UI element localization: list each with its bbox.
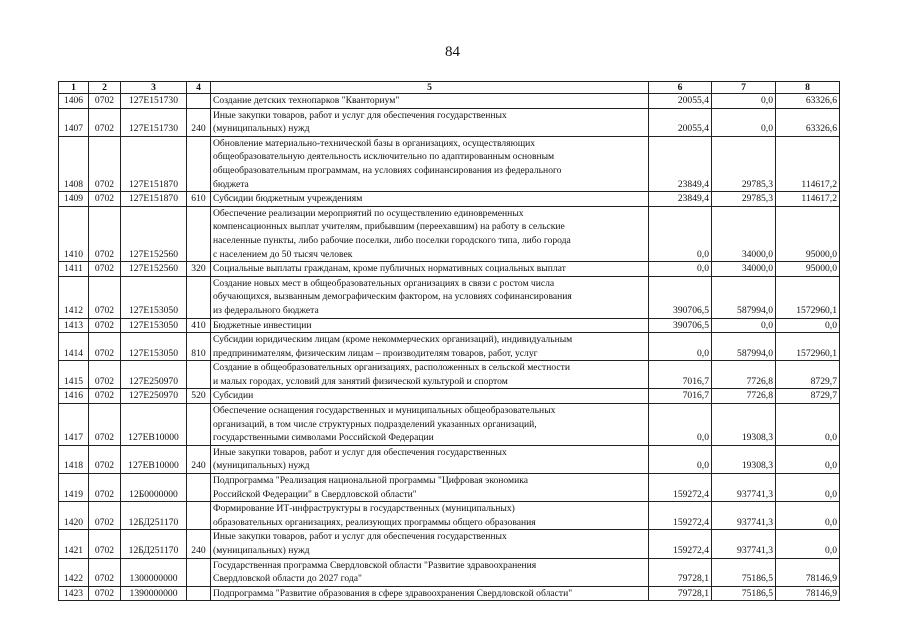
column-header-3: 3 bbox=[121, 82, 187, 94]
amount-col8: 0,0 bbox=[776, 445, 840, 473]
amount-col7: 75186,5 bbox=[712, 558, 776, 586]
column-header-7: 7 bbox=[712, 82, 776, 94]
page-number: 84 bbox=[445, 44, 460, 60]
amount-col8: 1572960,1 bbox=[776, 333, 840, 361]
expense-type: 320 bbox=[187, 262, 211, 277]
target-code: 127E151730 bbox=[121, 94, 187, 109]
row-number: 1410 bbox=[59, 206, 89, 261]
row-number: 1412 bbox=[59, 276, 89, 318]
table-row bbox=[59, 94, 840, 109]
expense-type bbox=[187, 404, 211, 446]
column-header-1: 1 bbox=[59, 82, 89, 94]
target-code: 127E250970 bbox=[121, 361, 187, 389]
section-code: 0702 bbox=[89, 333, 121, 361]
item-name: Государственная программа Свердловской области "Развитие здравоохранения Свердловской области до 2027 года" bbox=[211, 558, 649, 586]
table-row bbox=[59, 333, 840, 361]
expense-type: 410 bbox=[187, 318, 211, 333]
row-number: 1408 bbox=[59, 136, 89, 191]
table-row bbox=[59, 262, 840, 277]
section-code: 0702 bbox=[89, 136, 121, 191]
item-name: Субсидии юридическим лицам (кроме некоммерческих организаций), индивидуальным предпринимателям, физическим лицам – производителям товаров, работ, услуг bbox=[211, 333, 649, 361]
amount-col6: 159272,4 bbox=[649, 502, 712, 530]
amount-col6: 79728,1 bbox=[649, 558, 712, 586]
amount-col6: 0,0 bbox=[649, 445, 712, 473]
expense-type bbox=[187, 586, 211, 601]
row-number: 1411 bbox=[59, 262, 89, 277]
section-code: 0702 bbox=[89, 404, 121, 446]
table-row bbox=[59, 530, 840, 558]
section-code: 0702 bbox=[89, 474, 121, 502]
target-code: 127E250970 bbox=[121, 389, 187, 404]
table-row bbox=[59, 389, 840, 404]
amount-col6: 7016,7 bbox=[649, 389, 712, 404]
expense-type bbox=[187, 502, 211, 530]
expense-type bbox=[187, 94, 211, 109]
section-code: 0702 bbox=[89, 94, 121, 109]
target-code: 1390000000 bbox=[121, 586, 187, 601]
amount-col7: 75186,5 bbox=[712, 586, 776, 601]
expense-type: 240 bbox=[187, 445, 211, 473]
row-number: 1407 bbox=[59, 108, 89, 136]
amount-col6: 79728,1 bbox=[649, 586, 712, 601]
section-code: 0702 bbox=[89, 558, 121, 586]
amount-col8: 1572960,1 bbox=[776, 276, 840, 318]
table-row bbox=[59, 361, 840, 389]
row-number: 1421 bbox=[59, 530, 89, 558]
item-name: Формирование ИТ-инфраструктуры в государственных (муниципальных) образовательных организациях, реализующих программы общего образования bbox=[211, 502, 649, 530]
amount-col8: 8729,7 bbox=[776, 361, 840, 389]
item-name: Субсидии bbox=[211, 389, 649, 404]
item-name: Иные закупки товаров, работ и услуг для обеспечения государственных (муниципальных) нужд bbox=[211, 108, 649, 136]
table-row bbox=[59, 136, 840, 191]
column-header-5: 5 bbox=[211, 82, 649, 94]
amount-col7: 0,0 bbox=[712, 94, 776, 109]
item-name: Подпрограмма "Развитие образования в сфере здравоохранения Свердловской области" bbox=[211, 586, 649, 601]
amount-col6: 7016,7 bbox=[649, 361, 712, 389]
amount-col6: 0,0 bbox=[649, 206, 712, 261]
expense-type bbox=[187, 361, 211, 389]
table-row bbox=[59, 108, 840, 136]
column-header-8: 8 bbox=[776, 82, 840, 94]
expense-type bbox=[187, 558, 211, 586]
amount-col7: 19308,3 bbox=[712, 445, 776, 473]
amount-col6: 390706,5 bbox=[649, 318, 712, 333]
table-row bbox=[59, 192, 840, 207]
section-code: 0702 bbox=[89, 361, 121, 389]
amount-col6: 159272,4 bbox=[649, 530, 712, 558]
amount-col7: 29785,3 bbox=[712, 192, 776, 207]
amount-col8: 114617,2 bbox=[776, 192, 840, 207]
expense-type bbox=[187, 206, 211, 261]
target-code: 127E151870 bbox=[121, 136, 187, 191]
section-code: 0702 bbox=[89, 192, 121, 207]
target-code: 127E153050 bbox=[121, 333, 187, 361]
section-code: 0702 bbox=[89, 502, 121, 530]
amount-col8: 0,0 bbox=[776, 502, 840, 530]
amount-col7: 7726,8 bbox=[712, 361, 776, 389]
amount-col6: 0,0 bbox=[649, 404, 712, 446]
target-code: 127E153050 bbox=[121, 276, 187, 318]
row-number: 1406 bbox=[59, 94, 89, 109]
amount-col8: 63326,6 bbox=[776, 108, 840, 136]
section-code: 0702 bbox=[89, 206, 121, 261]
amount-col6: 0,0 bbox=[649, 333, 712, 361]
section-code: 0702 bbox=[89, 389, 121, 404]
item-name: Создание детских технопарков "Кванториум" bbox=[211, 94, 649, 109]
section-code: 0702 bbox=[89, 586, 121, 601]
section-code: 0702 bbox=[89, 262, 121, 277]
row-number: 1409 bbox=[59, 192, 89, 207]
target-code: 127EB10000 bbox=[121, 404, 187, 446]
column-header-4: 4 bbox=[187, 82, 211, 94]
item-name: Социальные выплаты гражданам, кроме публичных нормативных социальных выплат bbox=[211, 262, 649, 277]
target-code: 1300000000 bbox=[121, 558, 187, 586]
expense-type: 240 bbox=[187, 108, 211, 136]
section-code: 0702 bbox=[89, 276, 121, 318]
amount-col6: 23849,4 bbox=[649, 192, 712, 207]
item-name: Подпрограмма "Реализация национальной программы "Цифровая экономика Российской Федерации" в Свердловской области" bbox=[211, 474, 649, 502]
table-row bbox=[59, 474, 840, 502]
expense-type: 810 bbox=[187, 333, 211, 361]
target-code: 127E152560 bbox=[121, 262, 187, 277]
amount-col8: 78146,9 bbox=[776, 558, 840, 586]
amount-col8: 95000,0 bbox=[776, 262, 840, 277]
expense-type bbox=[187, 136, 211, 191]
budget-table bbox=[58, 81, 840, 601]
target-code: 127E151730 bbox=[121, 108, 187, 136]
table-row bbox=[59, 502, 840, 530]
amount-col6: 159272,4 bbox=[649, 474, 712, 502]
table-row bbox=[59, 558, 840, 586]
amount-col8: 63326,6 bbox=[776, 94, 840, 109]
target-code: 127E151870 bbox=[121, 192, 187, 207]
expense-type: 610 bbox=[187, 192, 211, 207]
amount-col6: 20055,4 bbox=[649, 94, 712, 109]
item-name: Создание в общеобразовательных организациях, расположенных в сельской местности и малых городах, условий для занятий физической культурой и спортом bbox=[211, 361, 649, 389]
target-code: 127E153050 bbox=[121, 318, 187, 333]
amount-col6: 0,0 bbox=[649, 262, 712, 277]
target-code: 127E152560 bbox=[121, 206, 187, 261]
amount-col7: 937741,3 bbox=[712, 474, 776, 502]
target-code: 127EB10000 bbox=[121, 445, 187, 473]
item-name: Обновление материально-технической базы в организациях, осуществляющих общеобразовательную деятельность исключительно по адаптированным основным общеобразовательным программам, на условиях софинансирования из федерального бюджета bbox=[211, 136, 649, 191]
section-code: 0702 bbox=[89, 108, 121, 136]
amount-col8: 114617,2 bbox=[776, 136, 840, 191]
amount-col6: 390706,5 bbox=[649, 276, 712, 318]
table-body bbox=[59, 94, 840, 601]
row-number: 1417 bbox=[59, 404, 89, 446]
amount-col7: 937741,3 bbox=[712, 502, 776, 530]
column-header-2: 2 bbox=[89, 82, 121, 94]
target-code: 12БД251170 bbox=[121, 502, 187, 530]
amount-col8: 0,0 bbox=[776, 318, 840, 333]
amount-col7: 0,0 bbox=[712, 108, 776, 136]
section-code: 0702 bbox=[89, 530, 121, 558]
amount-col8: 78146,9 bbox=[776, 586, 840, 601]
row-number: 1419 bbox=[59, 474, 89, 502]
row-number: 1423 bbox=[59, 586, 89, 601]
table-row bbox=[59, 586, 840, 601]
table-row bbox=[59, 445, 840, 473]
target-code: 12БД251170 bbox=[121, 530, 187, 558]
row-number: 1413 bbox=[59, 318, 89, 333]
column-header-6: 6 bbox=[649, 82, 712, 94]
amount-col8: 95000,0 bbox=[776, 206, 840, 261]
target-code: 12Б0000000 bbox=[121, 474, 187, 502]
amount-col7: 587994,0 bbox=[712, 276, 776, 318]
expense-type bbox=[187, 276, 211, 318]
table-row bbox=[59, 276, 840, 318]
item-name: Иные закупки товаров, работ и услуг для обеспечения государственных (муниципальных) нужд bbox=[211, 530, 649, 558]
section-code: 0702 bbox=[89, 445, 121, 473]
table-row bbox=[59, 318, 840, 333]
amount-col7: 19308,3 bbox=[712, 404, 776, 446]
table-row bbox=[59, 404, 840, 446]
row-number: 1422 bbox=[59, 558, 89, 586]
amount-col8: 0,0 bbox=[776, 404, 840, 446]
amount-col7: 7726,8 bbox=[712, 389, 776, 404]
amount-col8: 8729,7 bbox=[776, 389, 840, 404]
amount-col7: 29785,3 bbox=[712, 136, 776, 191]
row-number: 1418 bbox=[59, 445, 89, 473]
item-name: Субсидии бюджетным учреждениям bbox=[211, 192, 649, 207]
amount-col7: 937741,3 bbox=[712, 530, 776, 558]
amount-col6: 20055,4 bbox=[649, 108, 712, 136]
amount-col7: 0,0 bbox=[712, 318, 776, 333]
item-name: Бюджетные инвестиции bbox=[211, 318, 649, 333]
table-row bbox=[59, 206, 840, 261]
amount-col8: 0,0 bbox=[776, 474, 840, 502]
row-number: 1420 bbox=[59, 502, 89, 530]
expense-type bbox=[187, 474, 211, 502]
header-row bbox=[59, 82, 840, 94]
row-number: 1414 bbox=[59, 333, 89, 361]
row-number: 1416 bbox=[59, 389, 89, 404]
item-name: Иные закупки товаров, работ и услуг для обеспечения государственных (муниципальных) нужд bbox=[211, 445, 649, 473]
expense-type: 240 bbox=[187, 530, 211, 558]
item-name: Обеспечение оснащения государственных и муниципальных общеобразовательных организаций, в том числе структурных подразделений указанных организаций, государственными символами Российской Федерации bbox=[211, 404, 649, 446]
amount-col7: 587994,0 bbox=[712, 333, 776, 361]
amount-col7: 34000,0 bbox=[712, 206, 776, 261]
row-number: 1415 bbox=[59, 361, 89, 389]
item-name: Создание новых мест в общеобразовательных организациях в связи с ростом числа обучающихся, вызванным демографическим фактором, на условиях софинансирования из федерального бюджета bbox=[211, 276, 649, 318]
amount-col7: 34000,0 bbox=[712, 262, 776, 277]
section-code: 0702 bbox=[89, 318, 121, 333]
amount-col6: 23849,4 bbox=[649, 136, 712, 191]
item-name: Обеспечение реализации мероприятий по осуществлению единовременных компенсационных выплат учителям, прибывшим (переехавшим) на работу в сельские населенные пункты, либо рабочие поселки, либо поселки городского типа, либо города с населением до 50 тысяч человек bbox=[211, 206, 649, 261]
expense-type: 520 bbox=[187, 389, 211, 404]
amount-col8: 0,0 bbox=[776, 530, 840, 558]
